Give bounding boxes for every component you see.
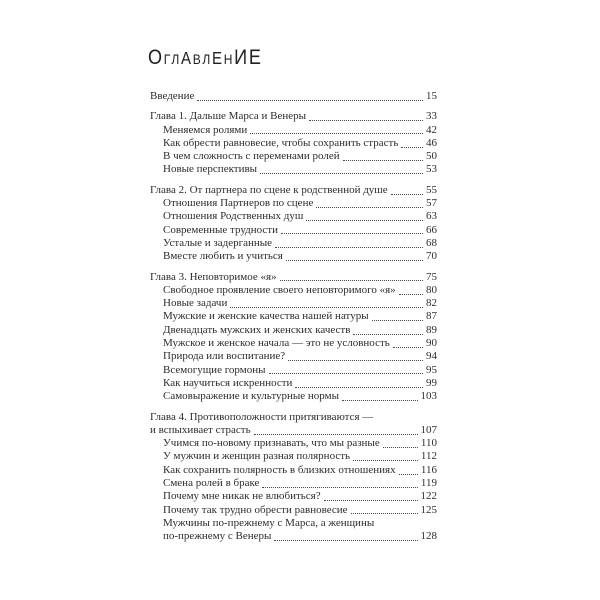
- toc-entry-page: 103: [420, 390, 437, 403]
- title-letter: Е: [211, 48, 224, 68]
- toc-entry-line: [150, 224, 437, 237]
- toc-entry-page: 95: [426, 363, 437, 376]
- toc-entry-label: Вместе любить и учиться: [163, 250, 283, 263]
- dot-leader: [269, 373, 423, 374]
- toc-entry-line: [150, 424, 437, 437]
- toc-entry-line: [150, 324, 437, 337]
- toc-entry-page: 125: [420, 503, 437, 516]
- toc-entry-line: [150, 197, 437, 210]
- toc-entry-page: 112: [420, 450, 437, 463]
- toc-entry-line: [150, 90, 437, 103]
- toc-entry-line: [150, 271, 437, 284]
- toc-entry-label: Природа или воспитание?: [163, 350, 286, 363]
- toc-entry-page: 42: [426, 123, 437, 136]
- toc-entry-label: У мужчин и женщин разная полярность: [163, 450, 351, 463]
- toc-entry-label: Почему мне никак не влюбиться?: [163, 490, 321, 503]
- dot-leader: [316, 207, 423, 208]
- toc-entry-line: [150, 310, 437, 323]
- toc-entry-page: 128: [420, 530, 437, 543]
- toc-entry-line: [150, 411, 437, 424]
- toc-entry-label: Мужское и женское начала — это не условность: [163, 337, 390, 350]
- toc-entry-page: 68: [426, 236, 437, 249]
- dot-leader: [343, 160, 423, 161]
- dot-leader: [286, 260, 423, 261]
- dot-leader: [250, 133, 423, 134]
- toc-entry-label: Как сохранить полярность в близких отношениях: [163, 463, 396, 476]
- toc-entry-line: [150, 464, 437, 477]
- toc-entry-line: [150, 517, 437, 530]
- dot-leader: [197, 100, 423, 101]
- toc-entry-line: [150, 477, 437, 490]
- toc-entry-page: 94: [426, 350, 437, 363]
- dot-leader: [262, 487, 417, 488]
- toc-entry-label: Как обрести равновесие, чтобы сохранить страсть: [163, 136, 399, 149]
- dot-leader: [324, 500, 418, 501]
- toc-entry-label: Смена ролей в браке: [163, 477, 260, 490]
- toc-entry-label: Усталые и задерганные: [163, 236, 273, 249]
- toc-entry-line: [150, 124, 437, 137]
- toc-entry-label: и вспыхивает страсть: [150, 423, 251, 436]
- dot-leader: [353, 460, 418, 461]
- title-letter: ГЛ: [163, 51, 181, 67]
- toc-entry-line: [150, 110, 437, 123]
- toc-entry-line: [150, 377, 437, 390]
- toc-entry-label: Глава 2. От партнера по сцене к родственной душе: [150, 183, 388, 196]
- toc-entry-label: Отношения Родственных душ: [163, 210, 304, 223]
- toc-entry-line: [150, 364, 437, 377]
- toc-entry-page: 33: [426, 110, 437, 123]
- dot-leader: [281, 233, 423, 234]
- toc-entry-label: Современные трудности: [163, 223, 278, 236]
- dot-leader: [306, 220, 423, 221]
- toc-entry-page: 116: [420, 463, 437, 476]
- title-letter: И: [234, 46, 249, 69]
- dot-leader: [351, 513, 418, 514]
- toc-entry-page: 119: [420, 477, 437, 490]
- dot-leader: [260, 173, 423, 174]
- toc-entry-page: 80: [426, 283, 437, 296]
- toc-entry-line: [150, 184, 437, 197]
- toc-entry-line: [150, 350, 437, 363]
- toc-entry-line: [150, 490, 437, 503]
- toc-entry-label: Новые задачи: [163, 297, 228, 310]
- toc-entry-label: Отношения Партнеров по сцене: [163, 197, 314, 210]
- title-letter: А: [180, 48, 193, 68]
- dot-leader: [280, 280, 423, 281]
- toc-entry-label: Учимся по-новому признавать, что мы разные: [163, 437, 380, 450]
- toc-entry-line: [150, 150, 437, 163]
- toc-entry-label: Глава 4. Противоположности притягиваются —: [150, 410, 374, 423]
- dot-leader: [393, 347, 423, 348]
- toc-entry-label: Меняемся ролями: [163, 123, 248, 136]
- dot-leader: [230, 307, 423, 308]
- toc-entry-page: 99: [426, 376, 437, 389]
- toc-entry-line: [150, 390, 437, 403]
- toc-entry-label: Всемогущие гормоны: [163, 363, 266, 376]
- toc-entry-line: [150, 337, 437, 350]
- toc-entry-line: [150, 284, 437, 297]
- toc-entry-page: 50: [426, 150, 437, 163]
- toc-list: [150, 90, 437, 544]
- toc-entry-label: Как научиться искренности: [163, 376, 293, 389]
- toc-entry-page: 75: [426, 270, 437, 283]
- toc-entry-label: Самовыражение и культурные нормы: [163, 390, 339, 403]
- toc-entry-label: Введение: [150, 90, 195, 102]
- title-letter: ВЛ: [192, 51, 212, 67]
- toc-entry-line: [150, 210, 437, 223]
- title-letter: О: [148, 46, 164, 69]
- toc-entry-page: 122: [420, 490, 437, 503]
- dot-leader: [353, 334, 423, 335]
- toc-entry-page: 89: [426, 323, 437, 336]
- toc-entry-page: 46: [426, 136, 437, 149]
- dot-leader: [399, 294, 423, 295]
- toc-entry-line: [150, 163, 437, 176]
- toc-entry-label: Мужчины по-прежнему с Марса, а женщины: [163, 516, 375, 529]
- toc-entry-label: Мужские и женские качества нашей натуры: [163, 310, 369, 323]
- toc-entry-page: 107: [420, 423, 437, 436]
- dot-leader: [391, 194, 423, 195]
- toc-entry-label: Глава 3. Неповторимое «я»: [150, 270, 277, 283]
- toc-entry-line: [150, 450, 437, 463]
- toc-entry-page: 15: [426, 90, 437, 102]
- toc-entry-line: [150, 530, 437, 543]
- toc-entry-page: 63: [426, 210, 437, 223]
- dot-leader: [309, 120, 423, 121]
- dot-leader: [401, 147, 423, 148]
- toc-entry-label: Свободное проявление своего неповторимого «я»: [163, 283, 396, 296]
- toc-entry-page: 57: [426, 197, 437, 210]
- dot-leader: [399, 474, 418, 475]
- toc-entry-page: 82: [426, 297, 437, 310]
- dot-leader: [254, 434, 418, 435]
- dot-leader: [383, 447, 418, 448]
- toc-entry-page: 110: [420, 437, 437, 450]
- toc-entry-page: 70: [426, 250, 437, 263]
- dot-leader: [288, 360, 423, 361]
- title-letter: Н: [223, 51, 235, 67]
- toc-entry-line: [150, 504, 437, 517]
- toc-entry-label: Почему так трудно обрести равновесие: [163, 503, 348, 516]
- toc-entry-line: [150, 437, 437, 450]
- toc-entry-page: 87: [426, 310, 437, 323]
- toc-entry-page: 53: [426, 163, 437, 176]
- dot-leader: [275, 247, 423, 248]
- toc-entry-line: [150, 137, 437, 150]
- dot-leader: [342, 400, 418, 401]
- dot-leader: [274, 540, 417, 541]
- page-title: [148, 47, 263, 68]
- dot-leader: [372, 320, 423, 321]
- toc-entry-label: В чем сложность с переменами ролей: [163, 150, 340, 163]
- toc-entry-label: Двенадцать мужских и женских качеств: [163, 323, 351, 336]
- toc-entry-page: 90: [426, 337, 437, 350]
- toc-entry-line: [150, 237, 437, 250]
- toc-entry-line: [150, 297, 437, 310]
- toc-entry-page: 66: [426, 223, 437, 236]
- toc-entry-page: 55: [426, 183, 437, 196]
- dot-leader: [295, 387, 423, 388]
- toc-entry-label: по-прежнему с Венеры: [163, 530, 272, 543]
- toc-entry-label: Глава 1. Дальше Марса и Венеры: [150, 110, 307, 123]
- toc-entry-line: [150, 250, 437, 263]
- title-letter: Е: [248, 46, 263, 69]
- toc-entry-label: Новые перспективы: [163, 163, 258, 176]
